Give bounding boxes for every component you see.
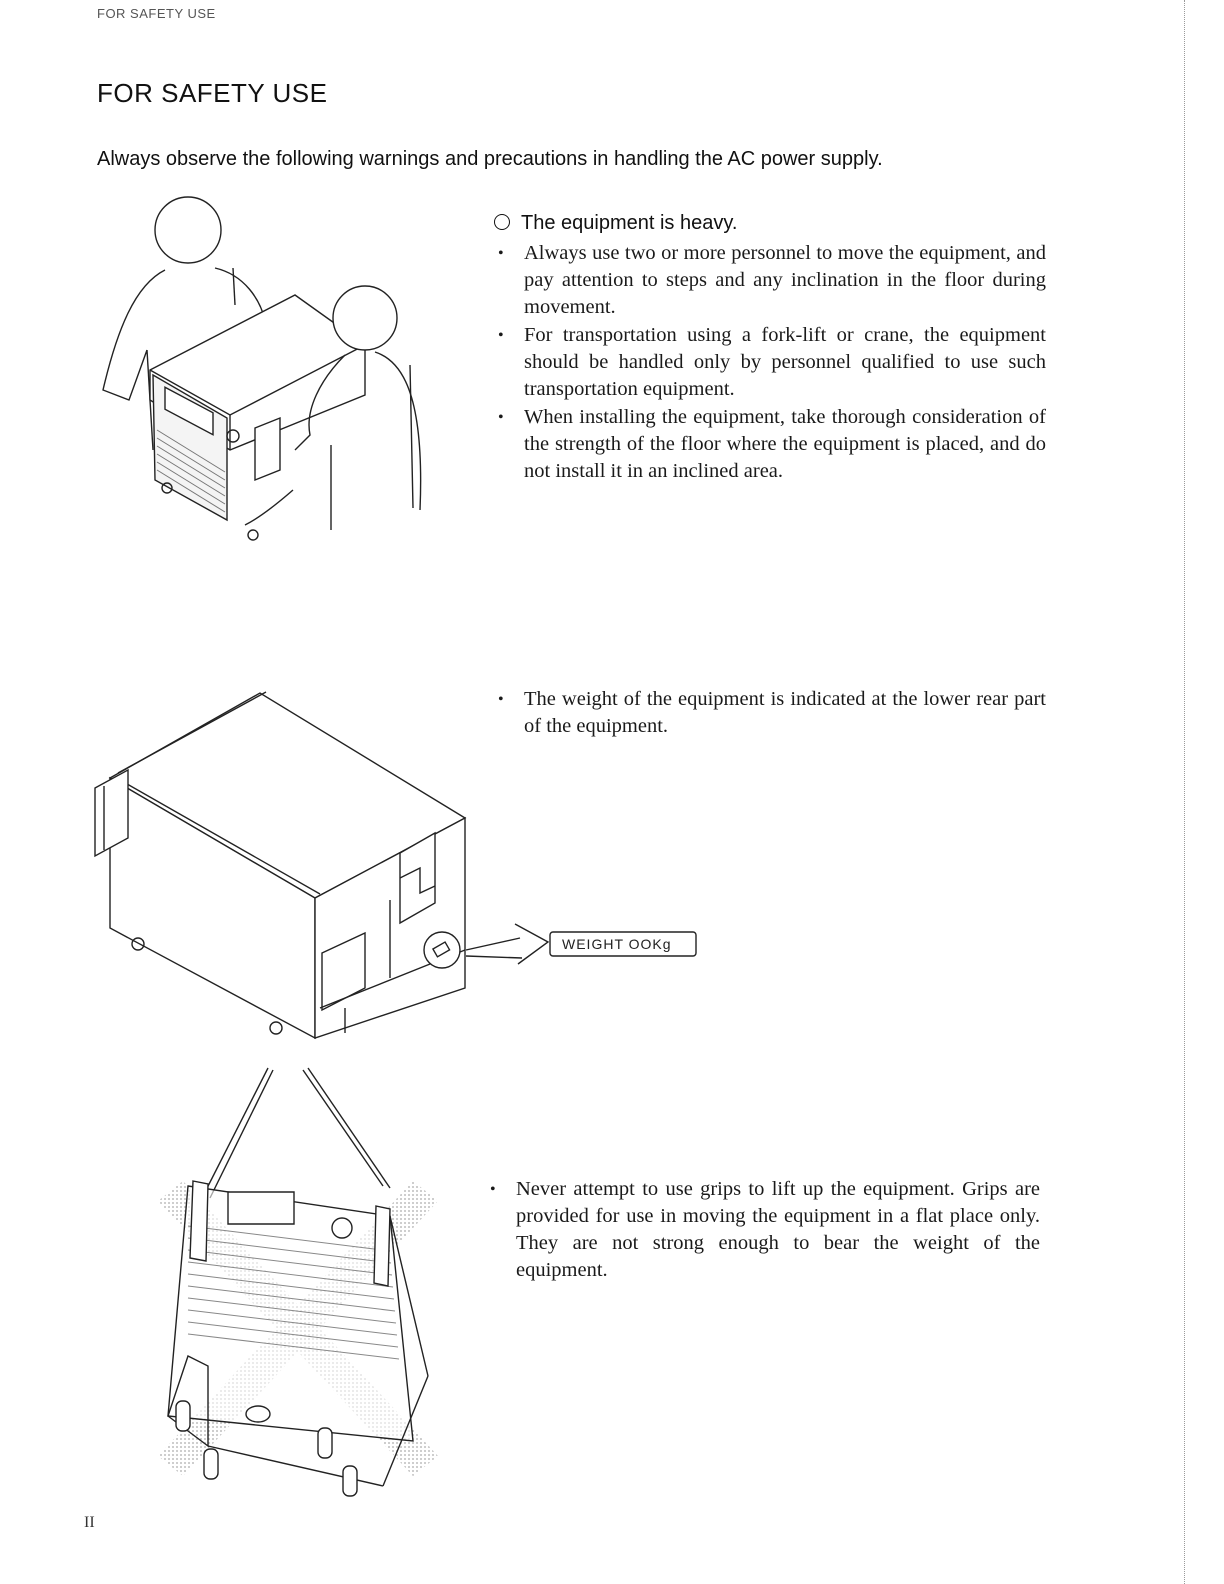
scan-edge-divider	[1184, 0, 1185, 1584]
page-title: FOR SAFETY USE	[97, 78, 328, 108]
section-heading-text: The equipment is heavy.	[521, 212, 738, 234]
weight-label-location-illustration	[90, 688, 710, 1048]
two-person-carry-illustration	[95, 190, 455, 550]
no-lift-by-grips-illustration	[128, 1066, 468, 1506]
bullet-item: • When installing the equipment, take thorough consideration of the strength of the floor where the equipment is placed, and do not install it in an inclined area.	[494, 404, 1046, 485]
section-heading-heavy	[494, 212, 737, 235]
grip-warning-bullets	[486, 1176, 1040, 1284]
bullet-item: • For transportation using a fork-lift or crane, the equipment should be handled only by personnel qualified to use such transportation equipment.	[494, 322, 1046, 403]
running-head: FOR SAFETY USE	[97, 6, 216, 21]
bullet-item: • The weight of the equipment is indicated at the lower rear part of the equipment.	[494, 686, 1046, 740]
weight-location-bullets	[494, 686, 1046, 740]
circle-marker-icon	[494, 214, 510, 230]
page-number: II	[84, 1514, 95, 1531]
bullet-item: • Always use two or more personnel to move the equipment, and pay attention to steps and any inclination in the floor during movement.	[494, 240, 1046, 321]
heavy-equipment-bullets	[494, 240, 1046, 486]
bullet-item: • Never attempt to use grips to lift up the equipment. Grips are provided for use in moving the equipment in a flat place only. They are not strong enough to bear the weight of the equipment.	[486, 1176, 1040, 1284]
weight-label: WEIGHT OOKg	[562, 936, 672, 952]
intro-text: Always observe the following warnings and precautions in handling the AC power supply.	[97, 148, 883, 170]
